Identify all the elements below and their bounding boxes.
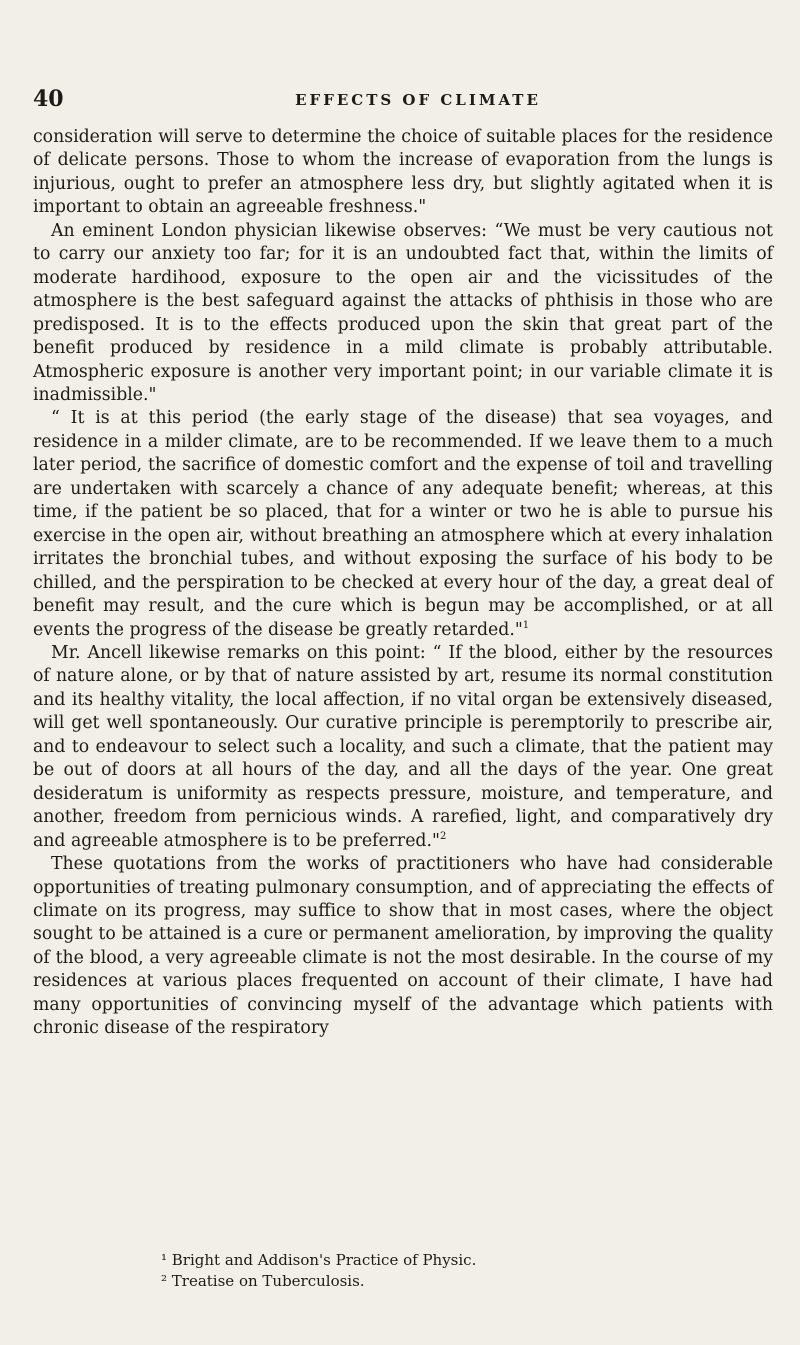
- footnote-marker-1: 1: [522, 619, 530, 631]
- body-text: [33, 126, 773, 1041]
- paragraph-1: [33, 126, 773, 220]
- paragraph-3: [33, 407, 773, 642]
- footnote-1: ¹ Bright and Addison's Practice of Physic.: [161, 1251, 477, 1269]
- paragraph-5-text: These quotations from the works of practitioners who have had considerable opportunities of treating pulmonary consumption, and of appreciating the effects of climate on its progress, may suffice to show that in most cases, where the object sought to be attained is a cure or permanent amelioration, by improving the quality of the blood, a very agreeable climate is not the most desirable. In the course of my residences at various places frequented on account of their climate, I have had many opportunities of convincing myself of the advantage which patients with chronic disease of the respiratory: [33, 854, 773, 1039]
- footnotes: [33, 1250, 773, 1292]
- paragraph-2-text: An eminent London physician likewise observes: “We must be very cautious not to carry our anxiety too far; for it is an undoubted fact that, within the limits of moderate hardihood, exposure to the open air and the vicissitudes of the atmosphere is the best safeguard against the attacks of phthisis in those who are predisposed. It is to the effects produced upon the skin that great part of the benefit produced by residence in a mild climate is probably attributable. Atmospheric exposure is another very important point; in our variable climate it is inadmissible.": [33, 220, 773, 405]
- footnote-2: ² Treatise on Tuberculosis.: [161, 1272, 365, 1290]
- paragraph-4-text: Mr. Ancell likewise remarks on this point: “ If the blood, either by the resources of nature alone, or by that of nature assisted by art, resume its normal constitution and its healthy vitality, the local affection, if no vital organ be extensively diseased, will get well spontaneously. Our curative principle is peremptorily to prescribe air, and to endeavour to select such a locality, and such a climate, that the patient may be out of doors at all hours of the day, and all the days of the year. One great desideratum is uniformity as respects pressure, moisture, and temperature, and another, freedom from pernicious winds. A rarefied, light, and comparatively dry and agreeable atmosphere is to be preferred.": [33, 642, 773, 851]
- page-header: [33, 86, 773, 112]
- page-number: 40: [33, 86, 64, 112]
- paragraph-5: [33, 853, 773, 1041]
- paragraph-1-text: consideration will serve to determine the choice of suitable places for the residence of delicate persons. Those to whom the increase of evaporation from the lungs is injurious, ought to prefer an atmosphere less dry, but slightly agitated when it is important to obtain an agreeable freshness.": [33, 127, 773, 218]
- paragraph-4: [33, 642, 773, 853]
- paragraph-3-text: “ It is at this period (the early stage of the disease) that sea voyages, and residence in a milder climate, are to be recommended. If we leave them to a much later period, the sacrifice of domestic comfort and the expense of toil and travelling are undertaken with scarcely a chance of any adequate benefit; whereas, at this time, if the patient be so placed, that for a winter or two he is able to pursue his exercise in the open air, without breathing an atmosphere which at every inhalation irritates the bronchial tubes, and without exposing the surface of his body to be chilled, and the perspiration to be checked at every hour of the day, a great deal of benefit may result, and the cure which is begun may be accomplished, or at all events the progress of the disease be greatly retarded.": [33, 408, 773, 640]
- footnote-marker-2: 2: [439, 830, 447, 842]
- running-title: EFFECTS OF CLIMATE: [295, 91, 541, 109]
- paragraph-2: [33, 220, 773, 408]
